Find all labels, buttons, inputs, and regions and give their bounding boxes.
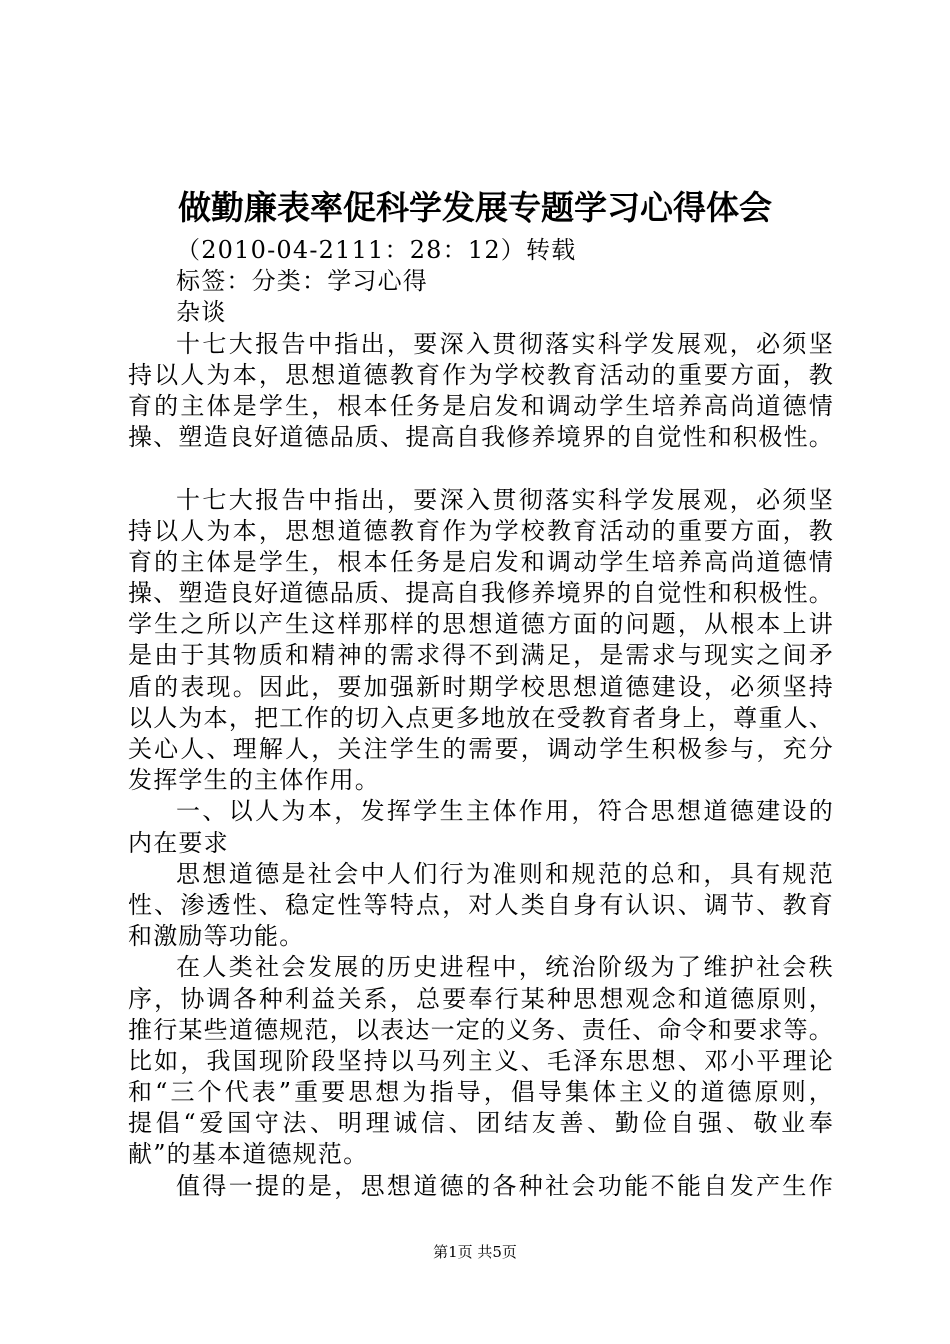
text-line: 和“三个代表”重要思想为指导，倡导集体主义的道德原则， (128, 1078, 834, 1107)
blank-line (128, 453, 834, 484)
text-line: 持以人为本，思想道德教育作为学校教育活动的重要方面，教 (128, 360, 834, 389)
text-line: 育的主体是学生，根本任务是启发和调动学生培养高尚道德情 (128, 391, 834, 420)
text-line: 和激励等功能。 (128, 922, 305, 951)
text-line: 提倡“爱国守法、明理诚信、团结友善、勤俭自强、敬业奉 (128, 1109, 834, 1138)
text-line: 值得一提的是，思想道德的各种社会功能不能自发产生作 (176, 1171, 834, 1200)
text-line: 发挥学生的主体作用。 (128, 766, 380, 795)
text-line: 序，协调各种利益关系，总要奉行某种思想观念和道德原则， (128, 984, 834, 1013)
section-heading-line: 内在要求 (128, 828, 229, 857)
meta-timestamp: （2010-04-2111：28：12）转载 (176, 236, 577, 264)
text-line: 比如，我国现阶段坚持以马列主义、毛泽东思想、邓小平理论 (128, 1046, 834, 1075)
text-line: 操、塑造良好道德品质、提高自我修养境界的自觉性和积极性。 (128, 579, 834, 608)
text-line: 是由于其物质和精神的需求得不到满足，是需求与现实之间矛 (128, 641, 834, 670)
text-line: 关心人、理解人，关注学生的需要，调动学生积极参与，充分 (128, 735, 834, 763)
text-line: 性、渗透性、稳定性等特点，对人类自身有认识、调节、教育 (128, 890, 834, 919)
section-heading-line: 一、以人为本，发挥学生主体作用，符合思想道德建设的 (176, 797, 834, 826)
text-line: 在人类社会发展的历史进程中，统治阶级为了维护社会秩 (176, 953, 834, 982)
document-body (128, 235, 834, 1202)
text-line: 十七大报告中指出，要深入贯彻落实科学发展观，必须坚 (176, 485, 834, 514)
document-title: 做勤廉表率促科学发展专题学习心得体会 (178, 188, 772, 227)
text-line: 献”的基本道德规范。 (128, 1140, 369, 1169)
text-line: 盾的表现。因此，要加强新时期学校思想道德建设，必须坚持 (128, 672, 834, 701)
text-line: 十七大报告中指出，要深入贯彻落实科学发展观，必须坚 (176, 329, 834, 358)
text-line: 育的主体是学生，根本任务是启发和调动学生培养高尚道德情 (128, 547, 834, 576)
text-line: 操、塑造良好道德品质、提高自我修养境界的自觉性和积极性。 (128, 423, 834, 452)
text-line: 推行某些道德规范，以表达一定的义务、责任、命令和要求等。 (128, 1015, 834, 1044)
page-number-footer: 第1页 共5页 (433, 1243, 517, 1261)
meta-tags: 标签：分类：学习心得 (176, 267, 428, 296)
text-line: 以人为本，把工作的切入点更多地放在受教育者身上，尊重人、 (128, 703, 834, 732)
text-line: 思想道德是社会中人们行为准则和规范的总和，具有规范 (176, 859, 834, 888)
text-line: 持以人为本，思想道德教育作为学校教育活动的重要方面，教 (128, 516, 834, 545)
meta-category: 杂谈 (176, 298, 227, 327)
text-line: 学生之所以产生这样那样的思想道德方面的问题，从根本上讲 (128, 610, 834, 639)
